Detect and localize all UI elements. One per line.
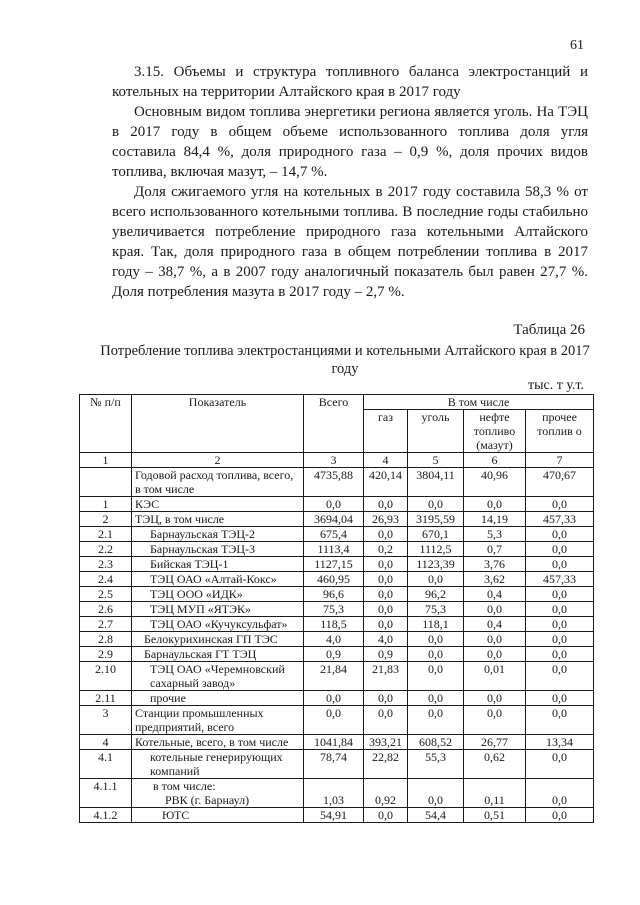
- table-row: [80, 779, 594, 808]
- col-number: 6: [464, 453, 526, 468]
- col-number: 7: [526, 453, 594, 468]
- row-gas: 21,83: [364, 662, 408, 691]
- row-other: 0,0: [526, 527, 594, 542]
- header-num: № п/п: [80, 395, 132, 453]
- row-coal: 0,0: [408, 632, 464, 647]
- row-oil: 5,3: [464, 527, 526, 542]
- row-num: 4.1.1: [80, 779, 132, 808]
- col-number: 3: [304, 453, 364, 468]
- row-oil: 0,7: [464, 542, 526, 557]
- column-number-row: [80, 453, 594, 468]
- row-oil: 0,0: [464, 647, 526, 662]
- row-total: 4735,88: [304, 468, 364, 497]
- row-coal: 1123,39: [408, 557, 464, 572]
- row-gas: 420,14: [364, 468, 408, 497]
- table-row: [80, 662, 594, 691]
- row-other: 0,0: [526, 542, 594, 557]
- row-coal: 75,3: [408, 602, 464, 617]
- row-num: 2.7: [80, 617, 132, 632]
- row-gas: 0,0: [364, 527, 408, 542]
- section-heading: 3.15. Объемы и структура топливного баланса электростанций и котельных на территории Алтайского края в 2017 году: [112, 64, 588, 100]
- row-total: 78,74: [304, 750, 364, 779]
- row-num: 2: [80, 512, 132, 527]
- row-coal: 96,2: [408, 587, 464, 602]
- row-total: 21,84: [304, 662, 364, 691]
- row-total: 0,0: [304, 706, 364, 735]
- row-coal: 118,1: [408, 617, 464, 632]
- table-row: [80, 527, 594, 542]
- row-name-line2: РВК (г. Барнаул): [165, 793, 250, 807]
- table-row: [80, 632, 594, 647]
- row-num: 1: [80, 497, 132, 512]
- row-coal: 0,0: [408, 691, 464, 706]
- paragraph-2: Доля сжигаемого угля на котельных в 2017 году составила 58,3 % от всего использованного котельными топлива. В последние годы стабильно увеличивается потребление природного газа котельными Алтайского края. Так, доля природного газа в общем потреблении топлива в 2017 году – 38,7 %, а в 2007 году аналогичный показатель был равен 27,7 %. Доля потребления мазута в 2017 году – 2,7 %.: [112, 184, 588, 300]
- col-number: 4: [364, 453, 408, 468]
- table-row: [80, 557, 594, 572]
- row-total: 1127,15: [304, 557, 364, 572]
- table-row: [80, 808, 594, 823]
- row-num: 2.4: [80, 572, 132, 587]
- row-gas: 0,92: [364, 779, 408, 808]
- row-oil: 0,01: [464, 662, 526, 691]
- row-other: 0,0: [526, 662, 594, 691]
- row-oil: 0,51: [464, 808, 526, 823]
- row-gas: 0,0: [364, 557, 408, 572]
- page-number: 61: [570, 38, 584, 53]
- row-name: ТЭЦ ОАО «Алтай-Кокс»: [132, 572, 304, 587]
- row-total: 1041,84: [304, 735, 364, 750]
- row-total: 54,91: [304, 808, 364, 823]
- row-coal: 608,52: [408, 735, 464, 750]
- row-name: ТЭЦ ООО «ИДК»: [132, 587, 304, 602]
- row-oil: 0,0: [464, 497, 526, 512]
- row-oil: 14,19: [464, 512, 526, 527]
- row-other: 0,0: [526, 691, 594, 706]
- row-name: прочие: [132, 691, 304, 706]
- row-gas: 22,82: [364, 750, 408, 779]
- row-oil: 0,62: [464, 750, 526, 779]
- header-oil: нефте топливо (мазут): [464, 410, 526, 453]
- row-total: 675,4: [304, 527, 364, 542]
- row-gas: 0,0: [364, 497, 408, 512]
- row-total: 118,5: [304, 617, 364, 632]
- row-oil: 40,96: [464, 468, 526, 497]
- row-num: [80, 468, 132, 497]
- row-oil: 0,4: [464, 587, 526, 602]
- row-total: 0,0: [304, 691, 364, 706]
- table-row: [80, 617, 594, 632]
- col-number: 2: [132, 453, 304, 468]
- row-num: 2.5: [80, 587, 132, 602]
- row-name: ТЭЦ ОАО «Черемновский сахарный завод»: [132, 662, 304, 691]
- row-other: 0,0: [526, 779, 594, 808]
- table-row: [80, 750, 594, 779]
- row-gas: 0,0: [364, 691, 408, 706]
- row-oil: 0,0: [464, 706, 526, 735]
- row-oil: 3,62: [464, 572, 526, 587]
- row-coal: 0,0: [408, 662, 464, 691]
- header-coal: уголь: [408, 410, 464, 453]
- row-coal: 0,0: [408, 647, 464, 662]
- row-total: 75,3: [304, 602, 364, 617]
- table-row: [80, 468, 594, 497]
- row-other: 0,0: [526, 808, 594, 823]
- col-number: 1: [80, 453, 132, 468]
- row-num: 4.1.2: [80, 808, 132, 823]
- row-num: 2.11: [80, 691, 132, 706]
- row-coal: 0,0: [408, 572, 464, 587]
- row-name: котельные генерирующих компаний: [132, 750, 304, 779]
- row-name: ЮТС: [132, 808, 304, 823]
- row-other: 470,67: [526, 468, 594, 497]
- row-gas: 0,2: [364, 542, 408, 557]
- row-gas: 0,9: [364, 647, 408, 662]
- header-indicator: Показатель: [132, 395, 304, 453]
- row-name: Годовой расход топлива, всего, в том числе: [132, 468, 304, 497]
- row-name: ТЭЦ МУП «ЯТЭК»: [132, 602, 304, 617]
- row-coal: 0,0: [408, 779, 464, 808]
- row-name: ТЭЦ ОАО «Кучуксульфат»: [132, 617, 304, 632]
- row-gas: 0,0: [364, 587, 408, 602]
- table-row: [80, 587, 594, 602]
- row-coal: 0,0: [408, 497, 464, 512]
- table-row: [80, 512, 594, 527]
- row-name: Котельные, всего, в том числе: [132, 735, 304, 750]
- table-row: [80, 735, 594, 750]
- table-row: [80, 602, 594, 617]
- row-name: [132, 779, 304, 808]
- row-name: Барнаульская ТЭЦ-3: [132, 542, 304, 557]
- row-num: 2.3: [80, 557, 132, 572]
- col-number: 5: [408, 453, 464, 468]
- row-gas: 0,0: [364, 602, 408, 617]
- table-label: Таблица 26: [513, 322, 585, 338]
- row-other: 0,0: [526, 617, 594, 632]
- header-total: Всего: [304, 395, 364, 453]
- row-total: 1113,4: [304, 542, 364, 557]
- fuel-consumption-table: [79, 394, 594, 823]
- row-name: Бийская ТЭЦ-1: [132, 557, 304, 572]
- row-other: 0,0: [526, 632, 594, 647]
- row-name: КЭС: [132, 497, 304, 512]
- row-other: 457,33: [526, 512, 594, 527]
- row-other: 0,0: [526, 497, 594, 512]
- paragraph-1: Основным видом топлива энергетики региона является уголь. На ТЭЦ в 2017 году в общем объеме использованного топлива доля угля составила 84,4 %, доля природного газа – 0,9 %, доля прочих видов топлива, включая мазут, – 14,7 %.: [112, 104, 588, 180]
- row-total: 3694,04: [304, 512, 364, 527]
- row-gas: 26,93: [364, 512, 408, 527]
- row-oil: 0,0: [464, 691, 526, 706]
- row-num: 2.9: [80, 647, 132, 662]
- table-row: [80, 691, 594, 706]
- table-row: [80, 706, 594, 735]
- row-num: 2.8: [80, 632, 132, 647]
- row-gas: 0,0: [364, 617, 408, 632]
- row-num: 2.10: [80, 662, 132, 691]
- row-coal: 1112,5: [408, 542, 464, 557]
- table-units: тыс. т у.т.: [527, 378, 584, 393]
- row-total: 4,0: [304, 632, 364, 647]
- row-num: 2.1: [80, 527, 132, 542]
- row-num: 4: [80, 735, 132, 750]
- table-row: [80, 497, 594, 512]
- row-num: 3: [80, 706, 132, 735]
- row-total: 460,95: [304, 572, 364, 587]
- row-name: Барнаульская ГТ ТЭЦ: [132, 647, 304, 662]
- row-name: Белокурихинская ГП ТЭС: [132, 632, 304, 647]
- row-total: 0,9: [304, 647, 364, 662]
- row-other: 0,0: [526, 706, 594, 735]
- row-other: 0,0: [526, 647, 594, 662]
- row-gas: 0,0: [364, 706, 408, 735]
- header-gas: газ: [364, 410, 408, 453]
- row-other: 13,34: [526, 735, 594, 750]
- row-oil: 0,4: [464, 617, 526, 632]
- row-gas: 4,0: [364, 632, 408, 647]
- row-gas: 0,0: [364, 572, 408, 587]
- header-other: прочее топлив о: [526, 410, 594, 453]
- row-oil: 26,77: [464, 735, 526, 750]
- row-name: ТЭЦ, в том числе: [132, 512, 304, 527]
- row-oil: 3,76: [464, 557, 526, 572]
- table-row: [80, 572, 594, 587]
- row-coal: 55,3: [408, 750, 464, 779]
- row-other: 457,33: [526, 572, 594, 587]
- row-oil: 0,0: [464, 602, 526, 617]
- row-total: 1,03: [304, 779, 364, 808]
- header-row-1: [80, 395, 594, 410]
- row-other: 0,0: [526, 602, 594, 617]
- header-incl: В том числе: [364, 395, 594, 410]
- row-coal: 54,4: [408, 808, 464, 823]
- table-row: [80, 647, 594, 662]
- row-coal: 670,1: [408, 527, 464, 542]
- row-gas: 0,0: [364, 808, 408, 823]
- table-caption: Потребление топлива электростанциями и котельными Алтайского края в 2017 году: [100, 343, 590, 377]
- row-other: 0,0: [526, 557, 594, 572]
- row-total: 96,6: [304, 587, 364, 602]
- row-coal: 3804,11: [408, 468, 464, 497]
- row-other: 0,0: [526, 750, 594, 779]
- row-name-line1: в том числе:: [153, 779, 216, 793]
- row-coal: 3195,59: [408, 512, 464, 527]
- row-gas: 393,21: [364, 735, 408, 750]
- row-oil: 0,0: [464, 632, 526, 647]
- row-num: 2.2: [80, 542, 132, 557]
- row-other: 0,0: [526, 587, 594, 602]
- table-row: [80, 542, 594, 557]
- row-name: Барнаульская ТЭЦ-2: [132, 527, 304, 542]
- row-num: 2.6: [80, 602, 132, 617]
- row-coal: 0,0: [408, 706, 464, 735]
- row-num: 4.1: [80, 750, 132, 779]
- row-oil: 0,11: [464, 779, 526, 808]
- row-name: Станции промышленных предприятий, всего: [132, 706, 304, 735]
- row-total: 0,0: [304, 497, 364, 512]
